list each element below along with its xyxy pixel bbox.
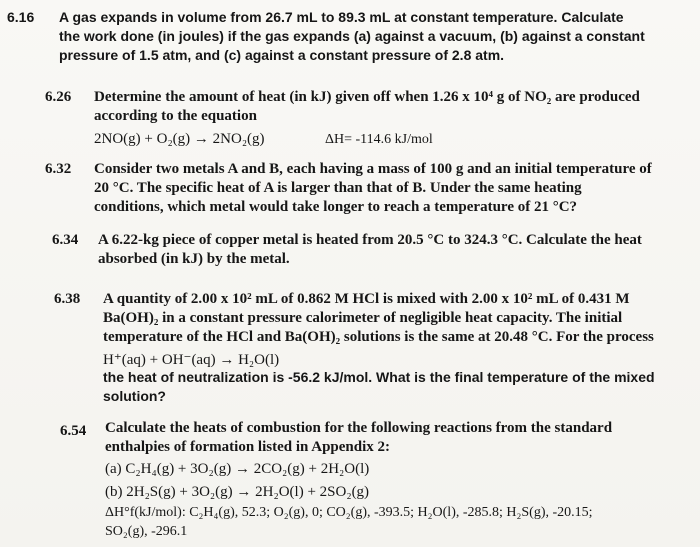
problem-number-6-54: 6.54 — [60, 423, 87, 439]
problem-number-6-16: 6.16 — [7, 9, 35, 25]
problem-6-32-text — [94, 160, 652, 217]
problem-text-line: conditions, which metal would take longer to reach a temperature of 21 °C? — [94, 199, 578, 215]
problem-text-line: enthalpies of formation listed in Appendix 2: — [105, 439, 391, 455]
reaction-b: (b) 2H₂S(g) + 3O₂(g) → 2H₂O(l) + 2SO₂(g) — [105, 484, 370, 500]
problem-6-54-text — [105, 419, 612, 457]
problem-text-line: the work done (in joules) if the gas expands (a) against a vacuum, (b) against a constant — [59, 28, 645, 44]
equation-6-38: H⁺(aq) + OH⁻(aq) → H₂O(l) — [103, 352, 280, 368]
problem-text-line: Ba(OH)₂ in a constant pressure calorimeter of negligible heat capacity. The initial — [103, 310, 623, 326]
problem-text-line: temperature of the HCl and Ba(OH)₂ solutions is the same at 20.48 °C. For the process — [103, 329, 654, 345]
problem-number-6-32: 6.32 — [45, 161, 72, 177]
problem-text-line: the heat of neutralization is -56.2 kJ/mol. What is the final temperature of the mixed — [103, 369, 655, 385]
problem-text-line: pressure of 1.5 atm, and (c) against a constant pressure of 2.8 atm. — [59, 47, 505, 63]
problem-text-line: Determine the amount of heat (in kJ) given off when 1.26 x 10⁴ g of NO₂ are produced — [94, 89, 640, 105]
problem-text-line: solution? — [103, 388, 166, 404]
enthalpy-data-line: SO₂(g), -296.1 — [105, 524, 188, 539]
problem-text-line: 20 °C. The specific heat of A is larger than that of B. Under the same heating — [94, 180, 582, 196]
delta-h-6-26: ΔH= -114.6 kJ/mol — [325, 132, 433, 147]
problem-number-6-26: 6.26 — [45, 89, 72, 105]
reaction-a: (a) C₂H₄(g) + 3O₂(g) → 2CO₂(g) + 2H₂O(l) — [105, 461, 370, 477]
problem-text-line: absorbed (in kJ) by the metal. — [98, 251, 290, 267]
problem-number-6-34: 6.34 — [52, 232, 79, 248]
problem-text-line: according to the equation — [94, 108, 257, 124]
problem-text-line: A gas expands in volume from 26.7 mL to 89.3 mL at constant temperature. Calculate — [59, 9, 624, 25]
problem-text-line: Consider two metals A and B, each having a mass of 100 g and an initial temperature of — [94, 161, 652, 177]
enthalpy-data — [105, 503, 593, 541]
problem-6-16-text — [59, 8, 645, 65]
problem-text-line: Calculate the heats of combustion for the following reactions from the standard — [105, 420, 613, 436]
equation-6-26: 2NO(g) + O₂(g) → 2NO₂(g) — [94, 131, 265, 147]
problem-text-line: A quantity of 2.00 x 10² mL of 0.862 M HCl is mixed with 2.00 x 10² mL of 0.431 M — [103, 291, 630, 307]
problem-number-6-38: 6.38 — [54, 291, 81, 307]
problem-6-38-text — [103, 290, 654, 347]
problem-text-line: A 6.22-kg piece of copper metal is heated from 20.5 °C to 324.3 °C. Calculate the heat — [98, 232, 642, 248]
enthalpy-data-line: ΔH°f(kJ/mol): C₂H₄(g), 52.3; O₂(g), 0; CO₂(g), -393.5; H₂O(l), -285.8; H₂S(g), -20.15; — [105, 505, 593, 520]
problem-6-34-text — [98, 231, 642, 269]
problem-6-38-note — [103, 368, 655, 406]
problem-6-26-text — [94, 88, 640, 126]
